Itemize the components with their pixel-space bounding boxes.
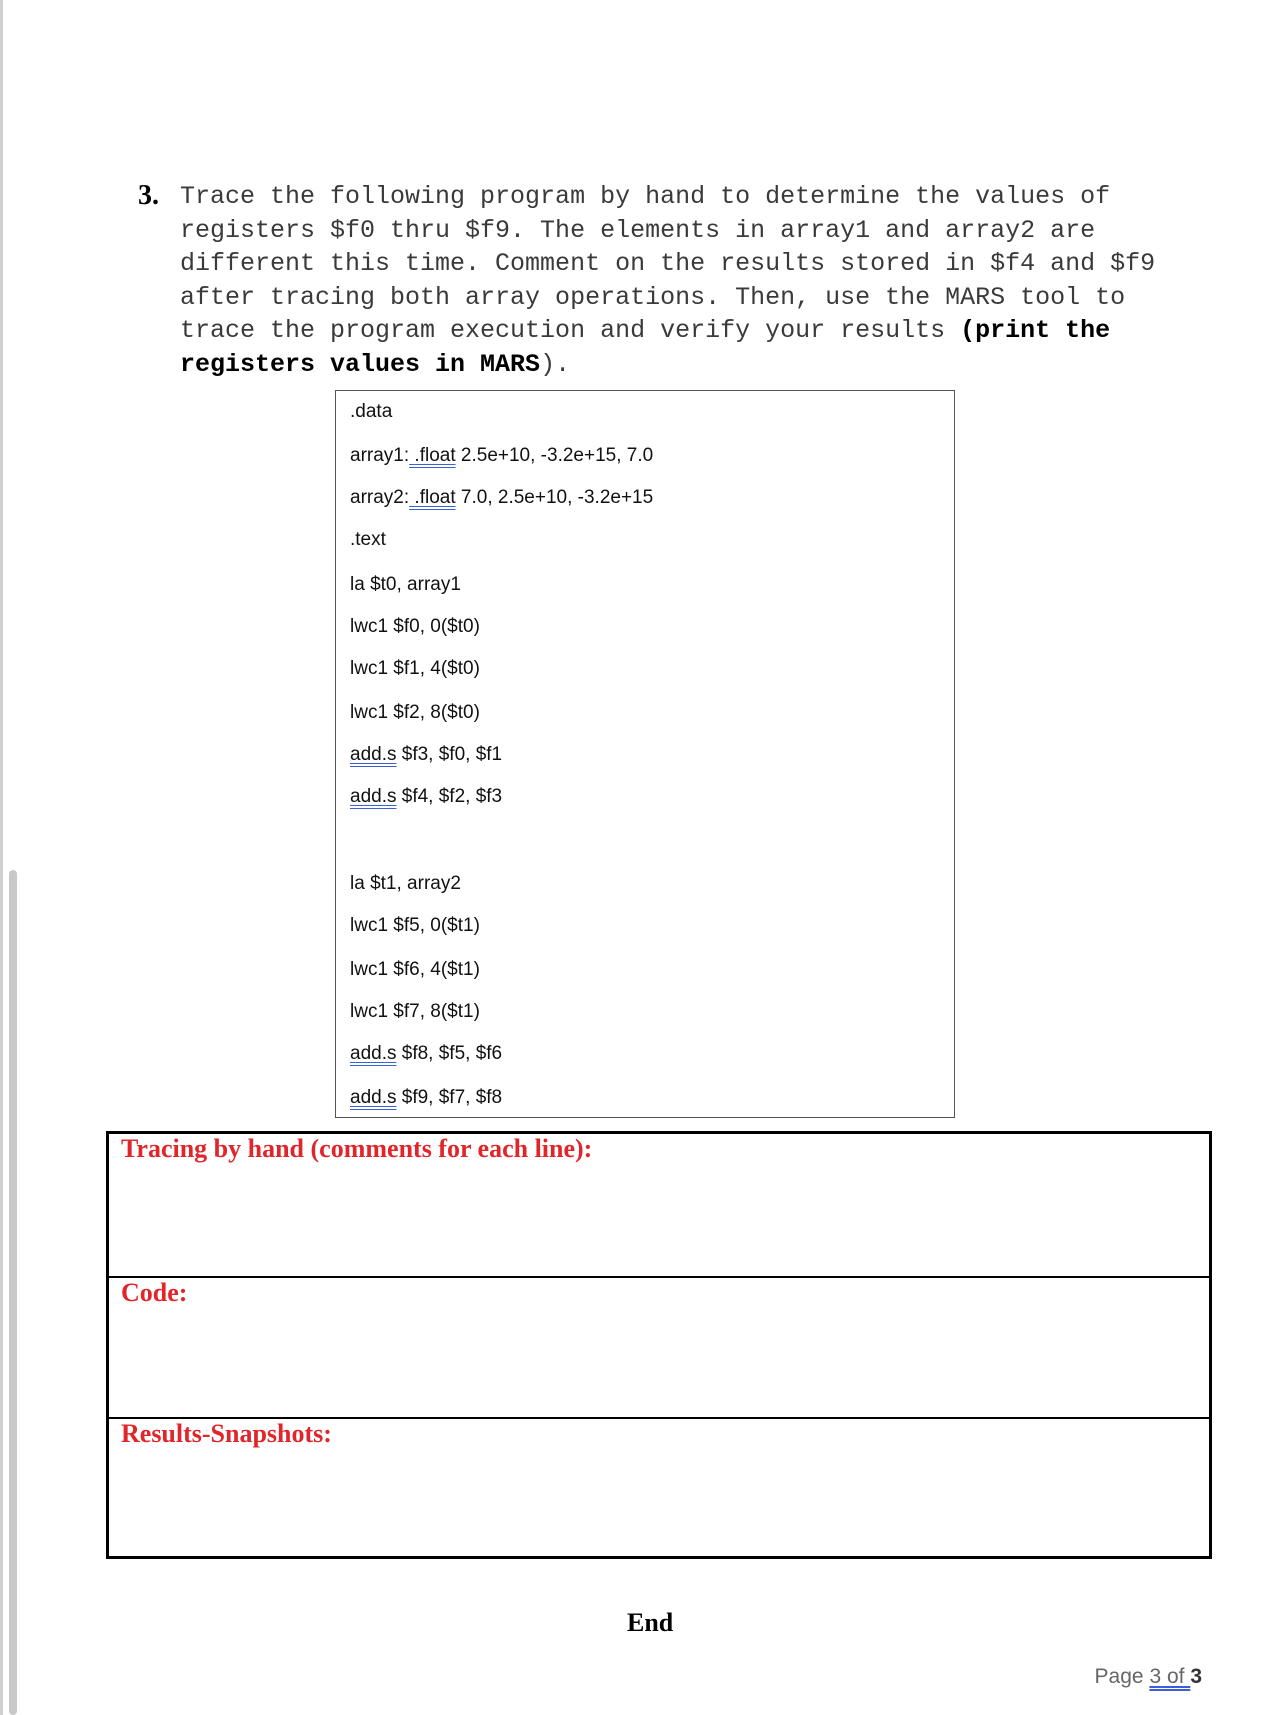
answer-table [106, 1131, 1212, 1559]
array1-directive: .float [414, 445, 456, 466]
array2-values: 7.0, 2.5e+10, -3.2e+15 [455, 487, 654, 508]
question-line-1: Trace the following program by hand to determine the values of [180, 182, 1111, 211]
code-line: lwc1 $f6, 4($t1) [350, 959, 480, 980]
code-array2-line [350, 487, 653, 509]
code-text-directive: .text [350, 529, 386, 550]
code-section[interactable] [109, 1278, 1209, 1419]
question-number: 3. [138, 180, 159, 211]
results-label: Results-Snapshots: [121, 1419, 332, 1448]
tracing-section[interactable] [109, 1134, 1209, 1278]
question-line-5: trace the program execution and verify your results [180, 316, 961, 345]
question-line-2: registers $f0 thru $f9. The elements in array1 and array2 are [180, 215, 1096, 245]
code-line: add.s $f3, $f0, $f1 [350, 744, 503, 765]
array1-label: array1: [350, 445, 410, 466]
code-line: lwc1 $f0, 0($t0) [350, 616, 480, 637]
array2-directive: .float [414, 487, 456, 508]
results-section[interactable] [109, 1419, 1209, 1556]
array1-values: 2.5e+10, -3.2e+15, 7.0 [455, 445, 654, 466]
code-array1-line [350, 445, 653, 467]
code-data-directive: .data [350, 401, 393, 422]
code-line: lwc1 $f5, 0($t1) [350, 915, 480, 936]
page-number-link[interactable]: 3 of [1149, 1665, 1191, 1688]
code-line: la $t0, array1 [350, 574, 461, 595]
code-line: la $t1, array2 [350, 873, 461, 894]
question-line-4: after tracing both array operations. Then, use the MARS tool to [180, 282, 1126, 312]
code-line: add.s $f8, $f5, $f6 [350, 1043, 503, 1064]
code-line: add.s $f9, $f7, $f8 [350, 1087, 503, 1108]
code-line: add.s $f4, $f2, $f3 [350, 786, 503, 807]
scrollbar[interactable] [9, 870, 17, 1715]
question-line-6-tail: ). [540, 349, 571, 379]
code-listing-box [335, 390, 955, 1118]
question-line-6-bold: registers values in MARS [180, 349, 541, 379]
array2-label: array2: [350, 487, 410, 508]
question-text [180, 180, 1220, 381]
question-line-5-bold: (print the [960, 316, 1111, 345]
question-line-3: different this time. Comment on the results stored in $f4 and $f9 [180, 249, 1156, 278]
page-number: Page 3 of 3 [1094, 1665, 1202, 1688]
tracing-label: Tracing by hand (comments for each line): [121, 1134, 593, 1163]
code-label: Code: [121, 1278, 188, 1307]
left-border [0, 0, 3, 1715]
code-line: lwc1 $f1, 4($t0) [350, 658, 480, 679]
code-line: lwc1 $f2, 8($t0) [350, 702, 480, 723]
code-line: lwc1 $f7, 8($t1) [350, 1001, 480, 1022]
end-text: End [627, 1608, 674, 1637]
